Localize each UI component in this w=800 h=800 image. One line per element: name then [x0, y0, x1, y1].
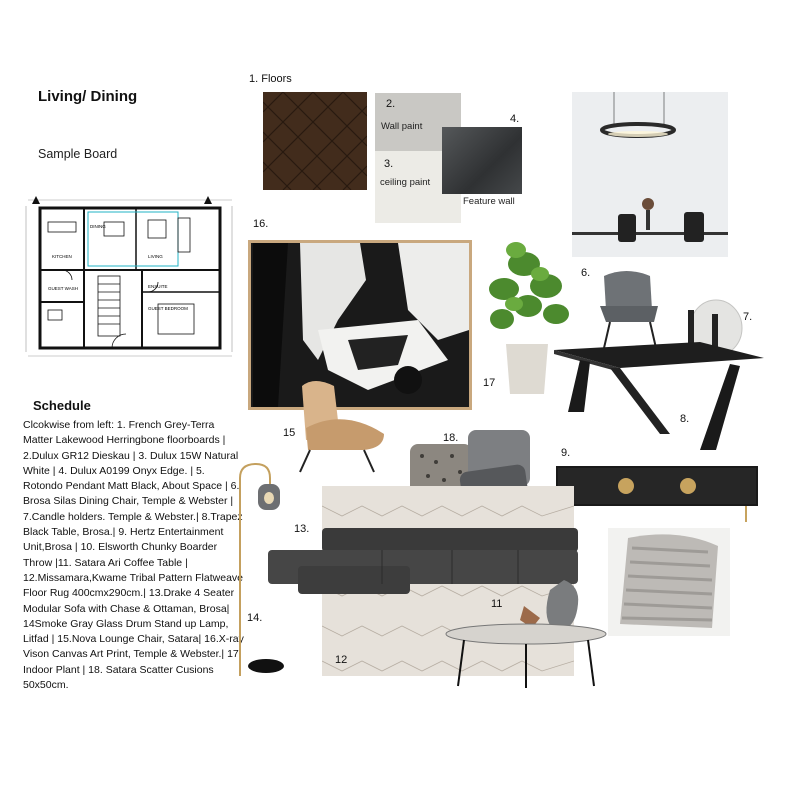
item-number: 11: [491, 598, 503, 610]
herringbone-floor-swatch: [263, 92, 367, 190]
item-number: 8.: [680, 413, 690, 425]
ceiling-paint-number: 3.: [384, 158, 394, 170]
item-number: 16.: [253, 218, 269, 230]
wall-paint-number: 2.: [386, 98, 396, 110]
feature-wall-swatch: [442, 127, 522, 194]
schedule-text: Clcokwise from left: 1. French Grey-Terra Matter Lakewood Herringbone floorboards | 2.Dulux GR12 Dieskau | 3. Dulux 15W Natural White | 4. Dulux A0199 Onyx Edge. | 5. Rotondo Pendant Matt Black, About Space | 6. Brosa Silas Dining Chair, Temple & Webster | 7.Candle holders. Temple & Webster.| 8.Trapez Black Table, Brosa.| 9. Hertz Entertainment Unit,Brosa | 10. Elsworth Chunky Boarder Throw |11. Satara Ari Coffee Table | 12.Missamara,Kwame Tribal Pattern Flatweave Floor Rug 400cmx290cm.| 13.Drake 4 Seater Modular Sofa with Chase & Ottaman, Brosa| 14Smoke Gray Glass Drum Stand up Lamp, Litfad | 15.Nova Lounge Chair, Satara| 16.X-ray Vison Canvas Art Print, Temple & Webster.| 17. Indoor Plant | 18. Satara Scatter Cusions 50x50cm.: [23, 419, 244, 692]
item-number: 6.: [581, 267, 591, 279]
room-label: KITCHEN: [52, 254, 72, 259]
dining-table-image: [550, 342, 766, 454]
item-number: 9.: [561, 447, 571, 459]
item-number: 12: [335, 654, 348, 666]
board-title: Living/ Dining: [38, 88, 138, 105]
floor-plan: [18, 192, 240, 364]
room-label: ENSUITE: [148, 284, 168, 289]
pendant-light-image: [572, 92, 728, 257]
dining-chair-image: [596, 266, 662, 350]
item-number: 13.: [294, 523, 310, 535]
item-number: 7.: [743, 311, 753, 323]
room-label: DINING: [90, 224, 106, 229]
item-number: 15: [283, 427, 296, 439]
lounge-chair-image: [294, 378, 388, 474]
coffee-table-image: [444, 576, 608, 692]
item-number: 17: [483, 377, 496, 389]
feature-wall-label: Feature wall: [463, 196, 515, 207]
ceiling-paint-label: ceiling paint: [380, 177, 431, 188]
item-number: 18.: [443, 432, 459, 444]
board-subtitle: Sample Board: [38, 147, 118, 161]
schedule-heading: Schedule: [33, 398, 91, 413]
floors-label: 1. Floors: [249, 73, 292, 85]
room-label: GUEST BEDROOM: [148, 306, 188, 311]
room-label: LIVING: [148, 254, 163, 259]
room-label: GUEST WASH: [48, 286, 79, 291]
feature-number: 4.: [510, 113, 520, 125]
throw-blanket-image: [608, 528, 730, 636]
wall-paint-label: Wall paint: [381, 121, 423, 132]
item-number: 14.: [247, 612, 263, 624]
entertainment-unit-image: [556, 466, 758, 524]
